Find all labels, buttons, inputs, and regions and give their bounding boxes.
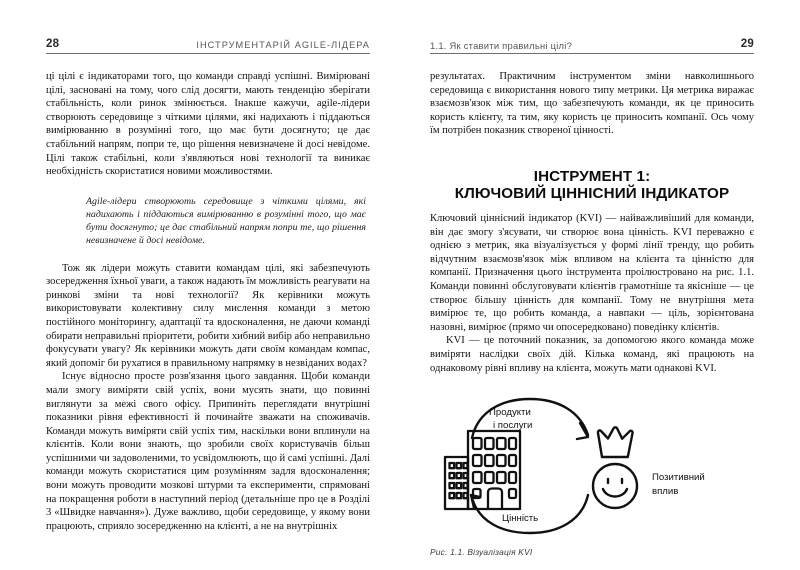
right-page	[400, 0, 800, 570]
pull-quote: Agile-лідери створюють середовище з чіткими цілями, які надихають і піддаються вимірюванню в розумінні того, що має бути досягнуто; це дає стабільний напрям попри те, що рішення невизначене й досі невідоме.	[86, 195, 366, 247]
figure-arrow-bottom-label: Цінність	[502, 513, 539, 525]
paragraph: результатах. Практичним інструментом зміни навколишнього середовища є використання нового типу метрики. Ця метрика виражає взаємозв'язок між тим, що забезпечують команди, як це приносить користь клієнту, та тим, яку користь це приносить компанії. Ось чому їм потрібен показник створеної цінності.	[430, 71, 754, 137]
section-heading-line-2: КЛЮЧОВИЙ ЦІННІСНИЙ ІНДИКАТОР	[454, 185, 730, 203]
figure-kvi-visualization	[430, 391, 756, 558]
curved-arrow-top-icon	[472, 399, 588, 439]
figure-right-label-line1: Позитивний	[652, 472, 705, 484]
paragraph: Ключовий ціннісний індикатор (KVI) — найважливіший для команди, він дає змогу з'ясувати, чи створює вона цінність. KVI переважно є однією з метрик, яка візуалізується у формі лінії тренду, що робить відчутним взаємозв'язок між впливом на клієнта та цінністю для компанії. Призначення цього інструмента проілюстровано на рис. 1.1. Команди повинні обслуговувати клієнтів грамотніше та якісніше — це створює більшу цінність для компанії. Тому не внутрішня мета вимірює те, що робить команда, а навпаки — ціль, зорієнтована назовні, вимірює (прямо чи опосередковано) поведінку клієнтів.	[430, 212, 754, 333]
section-heading	[430, 168, 754, 203]
figure-arrow-top-label-line2: і послуги	[493, 420, 533, 432]
figure-arrow-top-label-line1: Продукти	[489, 407, 531, 419]
figure-caption: Рис. 1.1. Візуалізація KVI	[430, 547, 533, 558]
page-number-right: 29	[740, 37, 754, 50]
running-title-left: ІНСТРУМЕНТАРІЙ AGILE-ЛІДЕРА	[196, 39, 370, 50]
running-head-right	[430, 28, 754, 54]
smiley-face-icon	[593, 464, 637, 508]
running-head-left	[46, 28, 370, 54]
paragraph: KVI — це поточний показник, за допомогою якого команда може виміряти наслідки своїх дій. Кілька команд, які працюють на однаковому рівні впливу на клієнта, можуть мати однакові KVI.	[430, 335, 754, 374]
figure-right-label-line2: вплив	[652, 486, 679, 498]
paragraph: ці цілі є індикаторами того, що команди справді успішні. Вимірювані цілі, засновані на тому, чого слід досягти, мають тенденцію зберігати стабільність, коли ринок змінюється. Інакше кажучи, agile-лідери створюють середовище з чіткими цілями, які надихають і піддаються вимірюванню в розумінні того, що має бути досягнуто; це дає стабільний напрям, попри те, що рішення невизначене й досі невідоме. Цілі також стабільні, коли з'являються нові технології та виникає необхідність скористатися новими можливостями.	[46, 71, 370, 178]
section-heading-line-1: ІНСТРУМЕНТ 1:	[533, 167, 651, 185]
page-number-left: 28	[46, 37, 60, 50]
kvi-diagram	[430, 391, 756, 541]
running-title-right: 1.1. Як ставити правильні цілі?	[430, 39, 573, 51]
office-building-icon	[445, 431, 520, 509]
paragraph: Існує відносно просте розв'язання цього завдання. Щоби команди мали змогу виміряти свій успіх, вони мусять знати, що повинні виглянути за межі свого офісу. Припиніть переглядати внутрішні показники рівня ефективності й починайте зважати на споживачів. Команди можуть виміряти свій успіх тим, наскільки вони вплинули на клієнтів. Коли вони знають, що зробили своїх користувачів більш успішними чи задоволеними, то усвідомлюють, що й самі успішні. Далі команди можуть скористатися цим розумінням задля вдосконалення; вони можуть проводити мозкові штурми та експерименти, спрямовані на покращення роботи в наступний період (детальніше про це в Розділі 3 «Швидке навчання»). Дуже важливо, щоби середовище, у якому вони працюють, сприяло зосередженню на клієнті, а не на внутрішніх	[46, 371, 370, 532]
paragraph: Тож як лідери можуть ставити командам цілі, які забезпечують зосередження їхньої уваги, а також надають їм можливість реагувати на ринкові зміни та нові технології? Як керівники можуть використовувати колективну силу мислення команди з метою постійного моніторингу, адаптації та вдосконалення, не даючи команді обирати неправильні пріоритети, робити хибний вибір або неправильно фокусувати увагу? Як керівники можуть дати своїм командам компас, який допоміг би рухатися в правильному напрямку в незвіданих водах?	[46, 262, 370, 369]
crown-icon	[598, 427, 633, 457]
